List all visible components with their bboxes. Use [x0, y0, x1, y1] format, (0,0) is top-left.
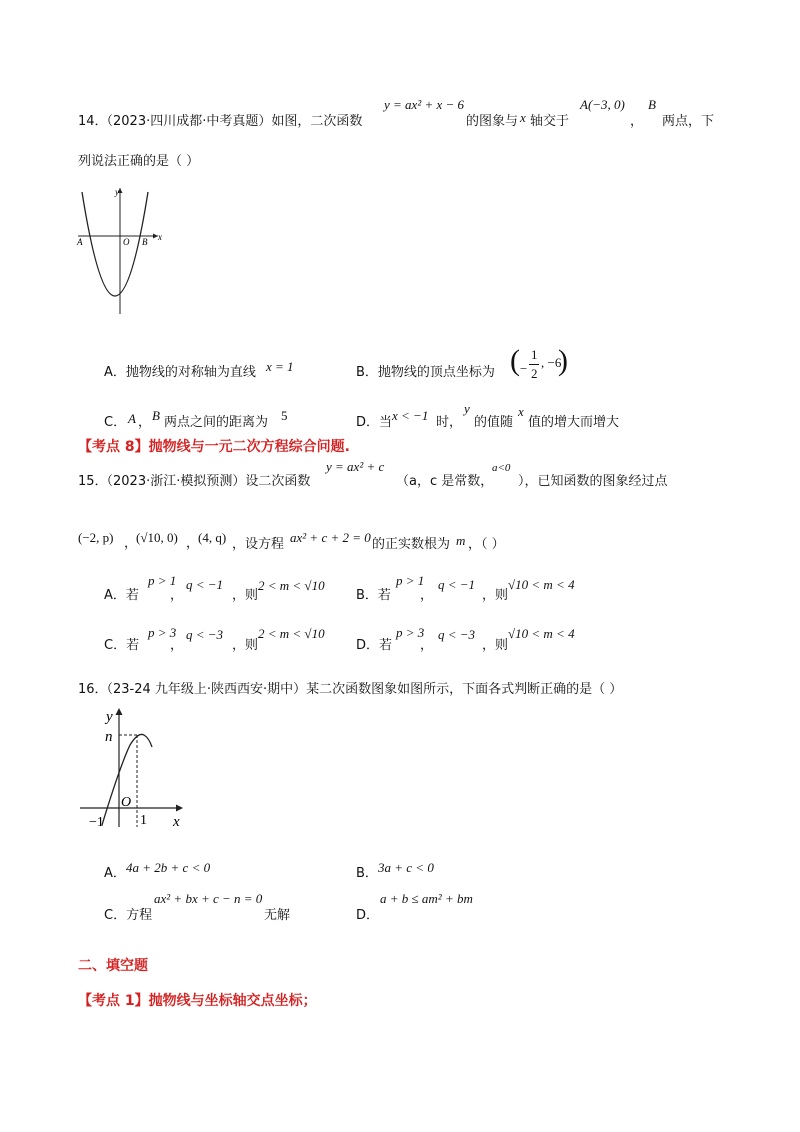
- q15-option-b-then: ，则: [482, 588, 509, 603]
- q15-option-a-result: 2 < m < √10: [258, 578, 325, 593]
- q15-point3: (4, q): [198, 530, 227, 545]
- q16-option-c-end: 无解: [264, 908, 291, 923]
- q16-graph-n-label: n: [105, 729, 113, 745]
- q15-condition: a<0: [492, 462, 511, 474]
- q16-number: 16．: [78, 682, 108, 697]
- q14-point-b: B: [648, 97, 656, 112]
- q15-option-b-text: B．若: [356, 588, 391, 603]
- q14-option-c-desc: 两点之间的距离为: [164, 415, 269, 430]
- q14-text-d: 两点，下: [662, 114, 715, 129]
- q14-option-d-y: y: [464, 401, 470, 416]
- q15-option-b-comma: ，: [420, 588, 434, 603]
- q15-option-b-cond2: q < −1: [438, 577, 476, 592]
- q15-equation: ax² + c + 2 = 0: [290, 530, 371, 545]
- q15-option-d-comma: ，: [420, 638, 434, 653]
- q15-option-a-cond2: q < −1: [186, 577, 224, 592]
- q15-formula: y = ax² + c: [326, 459, 385, 474]
- q15-sep1: ，: [124, 536, 138, 551]
- q14-graph-o-label: O: [123, 237, 130, 247]
- q15-text-e: ，（ ）: [468, 537, 505, 552]
- q16-graph-o-label: O: [121, 795, 132, 810]
- q15-option-d-result: √10 < m < 4: [508, 626, 575, 641]
- q15-source: （2023·浙江·模拟预测）设二次函数: [100, 474, 311, 489]
- q14-comma: ，: [630, 114, 644, 129]
- q14-option-a-text: A．抛物线的对称轴为直线: [104, 365, 256, 380]
- q15-option-d-then: ，则: [482, 638, 509, 653]
- q14-option-d-mid2: 的值随: [474, 415, 514, 430]
- q15-option-d-text: D．若: [356, 638, 393, 653]
- q14-option-c-text: C．: [104, 415, 127, 430]
- q14-option-b-minus: −: [519, 361, 528, 376]
- q16-option-c-text: C．方程: [104, 908, 153, 923]
- q14-graph-x-label: x: [158, 232, 162, 242]
- q14-option-a-math: x = 1: [266, 359, 294, 374]
- q14-text-b: 的图象与: [466, 114, 519, 129]
- q14-formula: y = ax² + x − 6: [384, 97, 465, 112]
- q14-graph-b-label: B: [142, 237, 148, 247]
- q16-option-b-math: 3a + c < 0: [378, 860, 434, 875]
- q14-graph-a-label: A: [77, 237, 83, 247]
- q14-option-d-math: x < −1: [392, 408, 429, 423]
- q15-option-c-then: ，则: [232, 638, 259, 653]
- q16-option-c-math: ax² + bx + c − n = 0: [154, 891, 263, 906]
- q15-option-c-text: C．若: [104, 638, 140, 653]
- q16-graph-y-label: y: [106, 709, 113, 725]
- q16-graph-one-label: 1: [140, 813, 147, 828]
- q15-option-a-comma: ，: [170, 588, 184, 603]
- q14-text-c: 轴交于: [530, 114, 570, 129]
- q15-option-c-cond2: q < −3: [186, 627, 224, 642]
- kaodian1-heading: 【考点 1】抛物线与坐标轴交点坐标；: [78, 993, 317, 1009]
- q15-paren-text: （a，c 是常数，: [396, 474, 494, 489]
- q14-option-b-paren-close: ): [558, 344, 568, 377]
- q14-option-d-mid: 时，: [436, 415, 463, 430]
- q16-option-b-text: B．: [356, 866, 378, 881]
- q15-option-b-result: √10 < m < 4: [508, 577, 575, 592]
- q15-option-c-comma: ，: [170, 638, 184, 653]
- q15-point1: (−2, p): [78, 530, 114, 545]
- q14-option-b-text: B．抛物线的顶点坐标为: [356, 365, 495, 380]
- q15-option-c-cond1: p > 3: [148, 625, 177, 640]
- section-fill-blank-heading: 二、填空题: [78, 958, 148, 974]
- q14-option-c-comma: ，: [138, 415, 152, 430]
- q14-option-b-rest: , −6: [541, 355, 562, 370]
- q16-option-d-text: D．: [356, 908, 380, 923]
- q14-number: 14．: [78, 114, 108, 129]
- q16-option-a-text: A．: [104, 866, 126, 881]
- q14-option-d-text: D．当: [356, 415, 393, 430]
- q14-line2: 列说法正确的是（ ）: [78, 154, 200, 169]
- q15-sep2: ，: [186, 536, 200, 551]
- q14-source: （2023·四川成都·中考真题）如图，二次函数: [100, 114, 363, 129]
- q16-graph-minus1-label: −1: [89, 815, 104, 830]
- q15-option-d-cond2: q < −3: [438, 627, 476, 642]
- q16-graph-x-label: x: [173, 814, 180, 830]
- q15-option-a-then: ，则: [232, 588, 259, 603]
- q14-option-c-b: B: [152, 408, 160, 423]
- q16-option-a-math: 4a + 2b + c < 0: [126, 860, 211, 875]
- q15-text-c: ，设方程: [232, 537, 285, 552]
- q15-text-d: 的正实数根为: [372, 537, 451, 552]
- q16-parabola-graph: [70, 700, 200, 830]
- q14-var-x: x: [520, 110, 526, 125]
- q14-option-d-x: x: [518, 404, 524, 419]
- q14-option-b-frac-bar: [529, 364, 539, 365]
- q14-option-c-a: A: [128, 411, 136, 426]
- q15-var-m: m: [456, 533, 466, 548]
- q15-text-b: ），已知函数的图象经过点: [518, 474, 668, 489]
- q16-text: （23-24 九年级上·陕西西安·期中）某二次函数图象如图所示，下面各式判断正确的是（ ）: [100, 682, 623, 697]
- q15-option-c-result: 2 < m < √10: [258, 626, 325, 641]
- q15-point2: (√10, 0): [136, 530, 178, 545]
- q14-point-a: A(−3, 0): [580, 97, 625, 112]
- q14-parabola-graph: [72, 182, 172, 317]
- q14-option-d-end: 值的增大而增大: [528, 415, 620, 430]
- q14-graph-y-label: y: [115, 187, 119, 197]
- q14-option-b-frac-den: 2: [531, 366, 538, 381]
- q15-option-a-cond1: p > 1: [148, 573, 177, 588]
- q14-option-c-value: 5: [281, 408, 288, 423]
- q14-option-b-paren-open: (: [510, 344, 520, 377]
- q14-option-b-frac-num: 1: [531, 347, 538, 362]
- q15-option-b-cond1: p > 1: [396, 573, 425, 588]
- q15-option-a-text: A．若: [104, 588, 139, 603]
- q15-number: 15．: [78, 474, 108, 489]
- q15-option-d-cond1: p > 3: [396, 625, 425, 640]
- kaodian8-heading: 【考点 8】抛物线与一元二次方程综合问题.: [78, 439, 350, 455]
- q16-option-d-math: a + b ≤ am² + bm: [380, 891, 473, 906]
